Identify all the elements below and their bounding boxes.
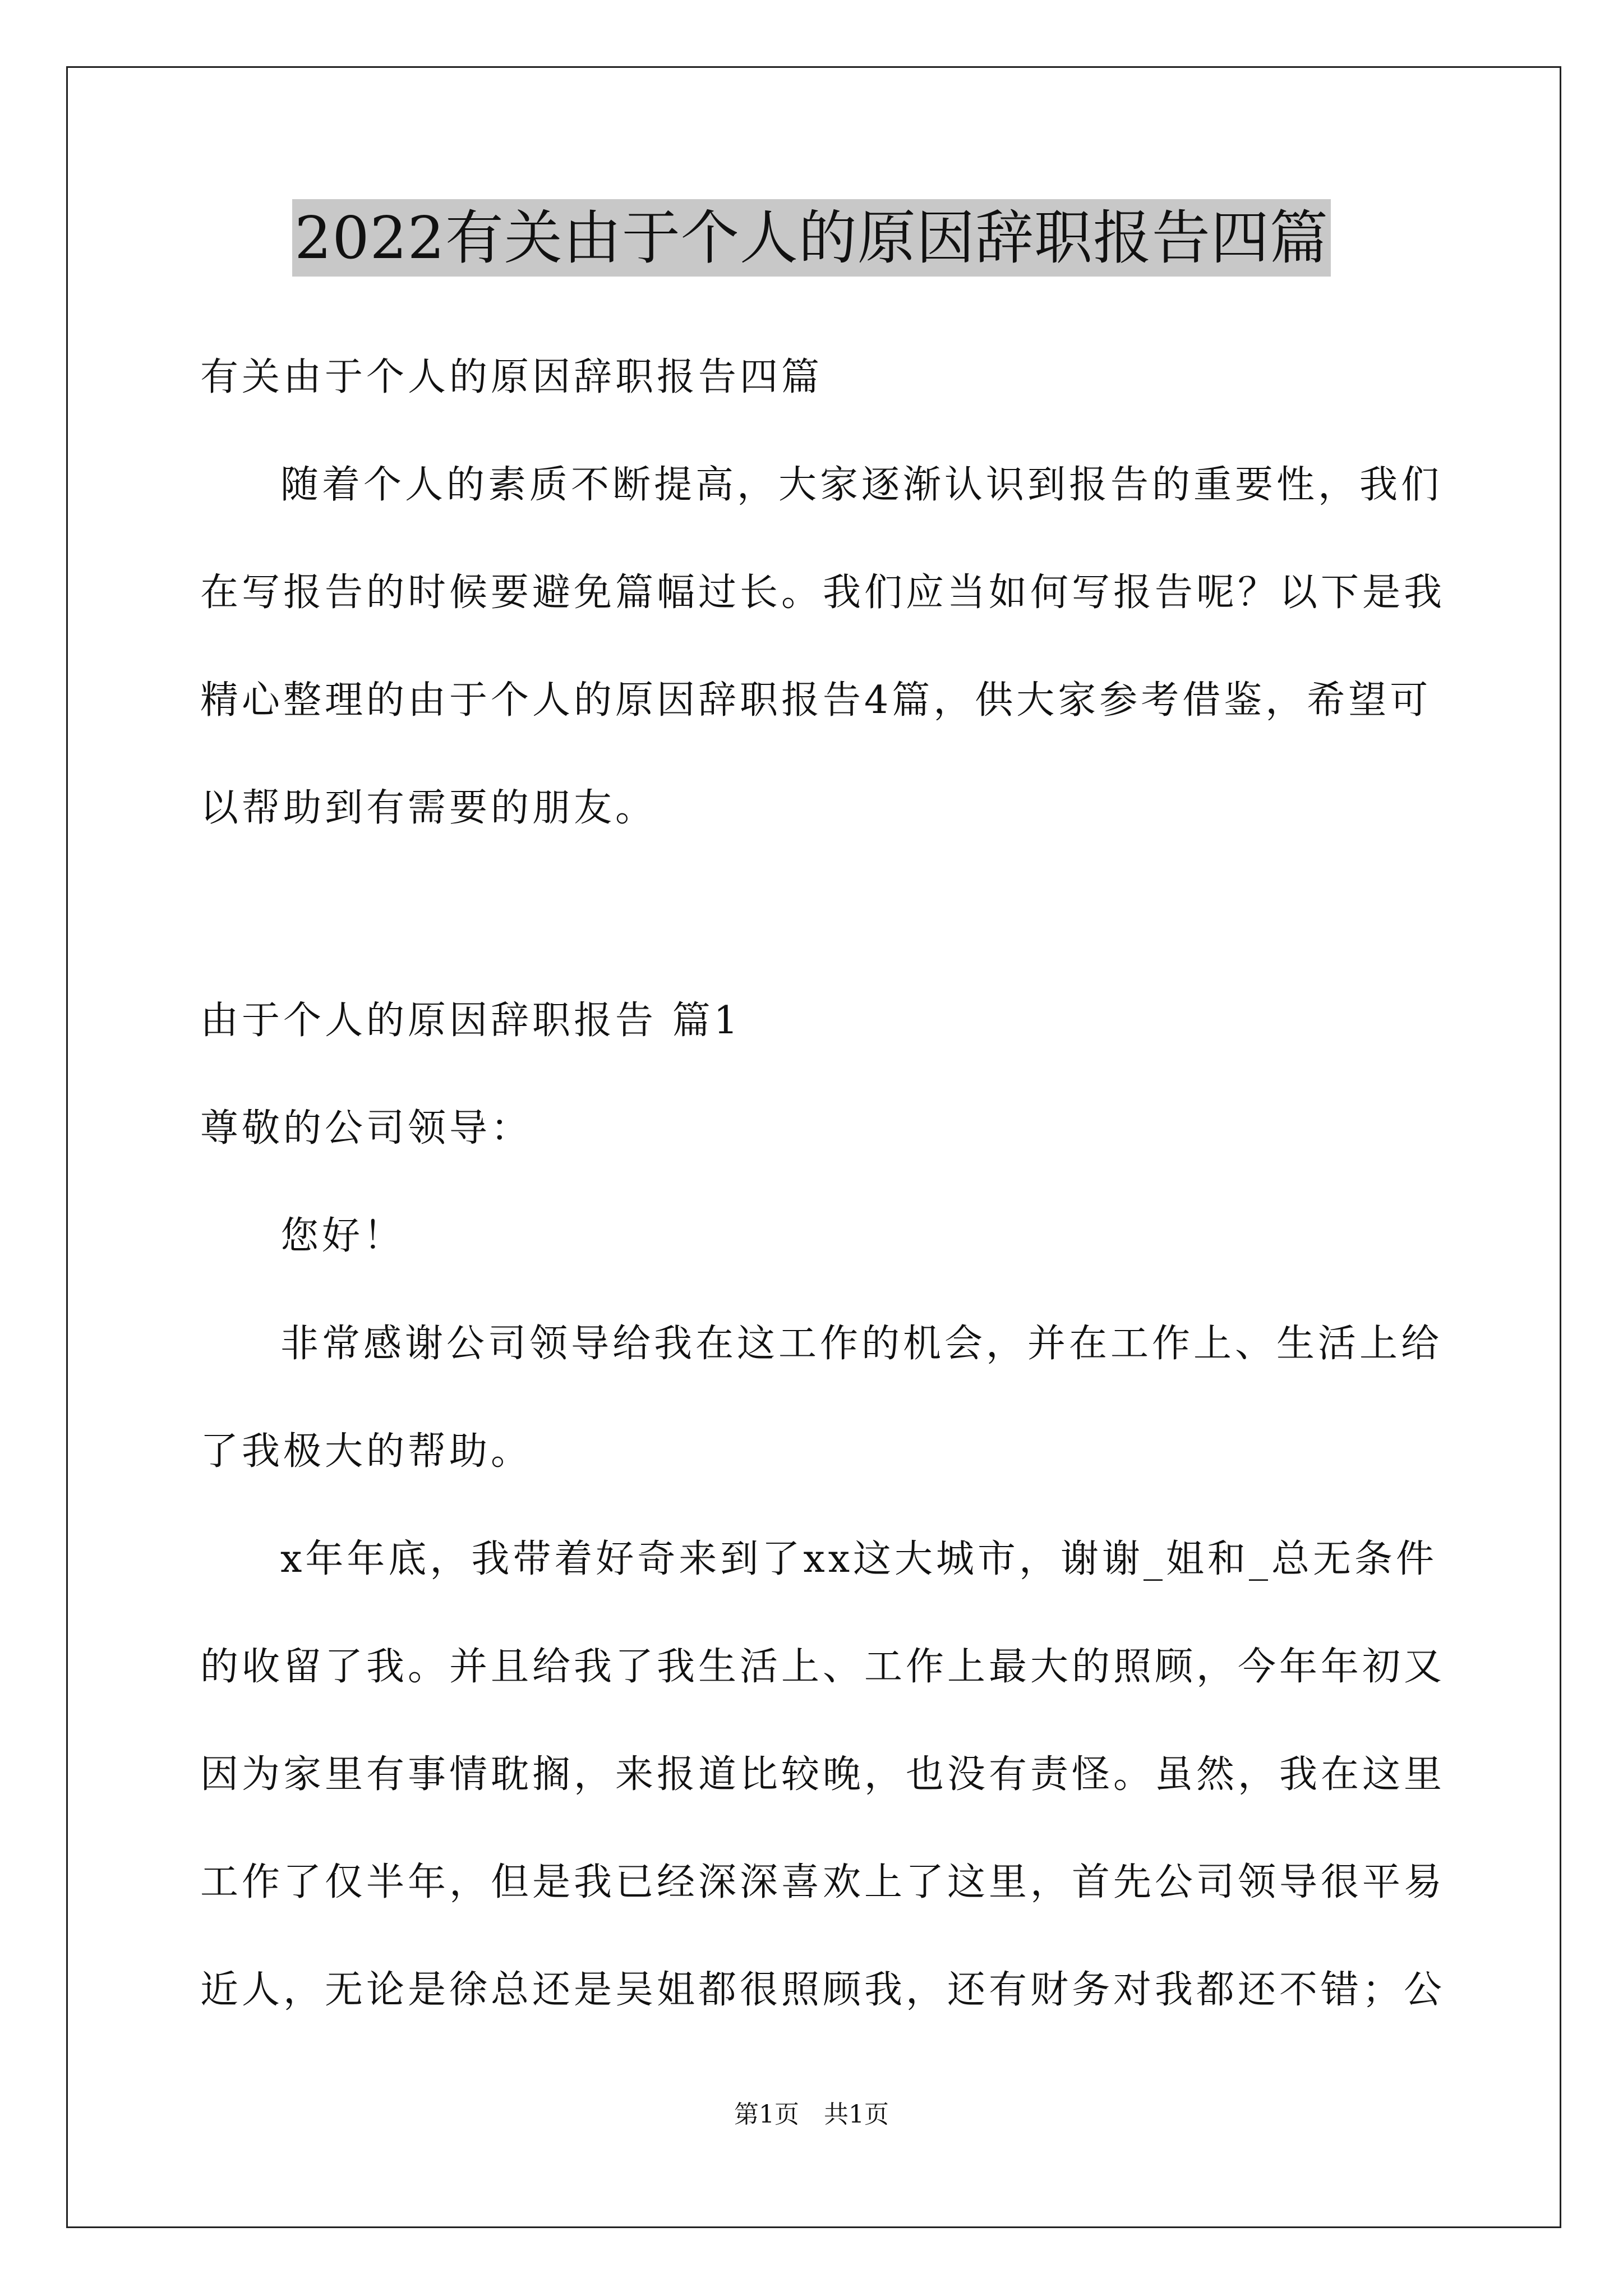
paragraph-line: 了我极大的帮助。 xyxy=(200,1429,533,1474)
intro-line: 随着个人的素质不断提高，大家逐渐认识到报告的重要性，我们 xyxy=(280,463,1443,507)
intro-line: 在写报告的时候要避免篇幅过长。我们应当如何写报告呢？以下是我 xyxy=(200,570,1446,615)
paragraph-line: 的收留了我。并且给我了我生活上、工作上最大的照顾，今年年初又 xyxy=(200,1645,1446,1689)
document-title-wrap xyxy=(0,199,1623,277)
document-title: 2022有关由于个人的原因辞职报告四篇 xyxy=(292,199,1331,277)
paragraph-line: 工作了仅半年，但是我已经深深喜欢上了这里，首先公司领导很平易 xyxy=(200,1860,1446,1904)
paragraph-line: x年年底，我带着好奇来到了xx这大城市，谢谢_姐和_总无条件 xyxy=(280,1537,1438,1581)
paragraph-line: 近人，无论是徐总还是吴姐都很照顾我，还有财务对我都还不错；公 xyxy=(200,1968,1446,2012)
greeting: 您好！ xyxy=(280,1214,405,1258)
paragraph-line: 非常感谢公司领导给我在这工作的机会，并在工作上、生活上给 xyxy=(280,1322,1443,1366)
salutation: 尊敬的公司领导： xyxy=(200,1106,533,1151)
paragraph-line: 因为家里有事情耽搁，来报道比较晚，也没有责怪。虽然，我在这里 xyxy=(200,1752,1446,1797)
section-heading: 由于个人的原因辞职报告 篇1 xyxy=(200,999,741,1043)
intro-line: 以帮助到有需要的朋友。 xyxy=(200,786,657,830)
document-subtitle: 有关由于个人的原因辞职报告四篇 xyxy=(200,355,823,399)
intro-line: 精心整理的由于个人的原因辞职报告4篇，供大家参考借鉴，希望可 xyxy=(200,678,1432,723)
page-footer: 第1页 共1页 xyxy=(734,2100,889,2129)
